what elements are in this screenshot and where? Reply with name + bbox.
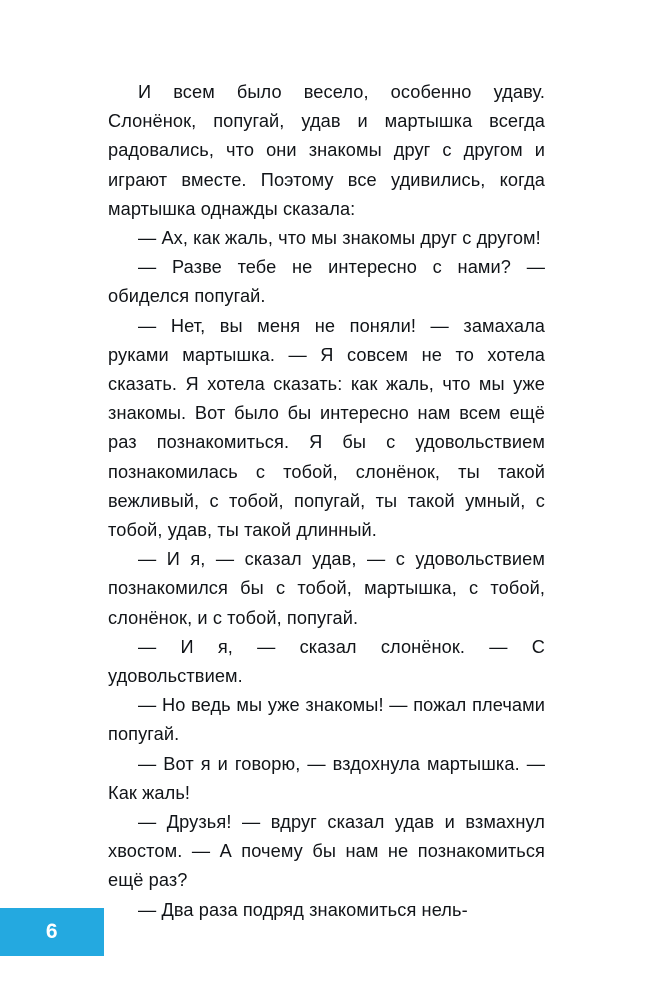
paragraph: — Друзья! — вдруг сказал удав и взмахнул хвостом. — А почему бы нам не познакомиться ещё раз? bbox=[108, 812, 545, 891]
paragraph: — И я, — сказал слонёнок. — С удовольствием. bbox=[108, 636, 545, 687]
page-number-badge bbox=[0, 908, 104, 956]
paragraph: — Два раза подряд знакомиться нель- bbox=[138, 899, 468, 920]
paragraph: И всем было весело, особенно удаву. Слонёнок, попугай, удав и мартышка всегда радовались, что они знакомы друг с другом и играют вместе. Поэтому все удивились, когда мартышка однажды сказала: bbox=[108, 82, 545, 219]
page-number: 6 bbox=[45, 920, 59, 943]
paragraph: — Разве тебе не интересно с нами? — обиделся попугай. bbox=[108, 257, 545, 307]
paragraph: — Но ведь мы уже знакомы! — пожал плечами попугай. bbox=[108, 695, 545, 745]
paragraph: — Вот я и говорю, — вздохнула мартышка. — Как жаль! bbox=[108, 753, 545, 803]
paragraph: — Ах, как жаль, что мы знакомы друг с другом! bbox=[138, 228, 541, 249]
body-text-column bbox=[108, 78, 545, 925]
paragraph: — И я, — сказал удав, — с удовольствием познакомился бы с тобой, мартышка, с тобой, слонёнок, и с тобой, попугай. bbox=[108, 549, 545, 628]
paragraph: — Нет, вы меня не поняли! — замахала руками мартышка. — Я совсем не то хотела сказать. Я хотела сказать: как жаль, что мы уже знакомы. Вот было бы интересно нам всем ещё раз познакомиться. Я бы с удовольствием познакомилась с тобой, слонёнок, ты такой вежливый, с тобой, попугай, ты такой умный, с тобой, удав, ты такой длинный. bbox=[108, 315, 545, 541]
